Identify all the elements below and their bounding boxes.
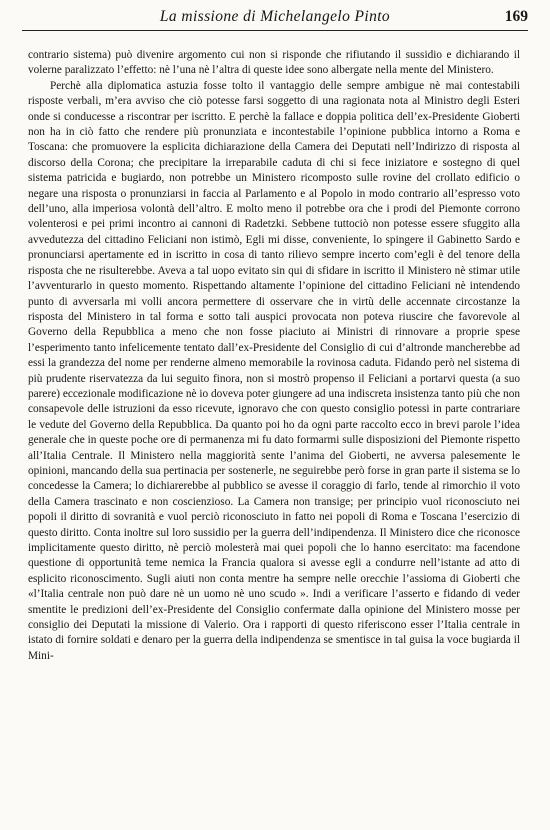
body-text xyxy=(28,48,520,664)
running-head: La missione di Michelangelo Pinto xyxy=(159,8,391,25)
page-number: 169 xyxy=(504,8,528,25)
paragraph: Perchè alla diplomatica astuzia fosse tolto il vantaggio delle sempre ambigue nè mai contestabili risposte verbali, m’era avviso che ciò potesse farsi soggetto di una ragionata nota al Ministro degli Esteri onde si conducesse a riscontrar per iscritto. E perchè la fallace e doppia politica dell’ex-Presidente Gioberti non ha in ciò fatto che rendere più pronunziata e incontestabile l’opinione pubblica intorno a Roma e Toscana: che promuovere la esplicita dichiarazione della Camera dei Deputati nell’Indirizzo di risposta al discorso della Corona; che precipitare la irreparabile caduta di chi si fece iniziatore e sostegno di quel sistema patricida e bugiardo, non potrebbe un Ministero ricomposto sulle rovine del crollato edificio o negare una risposta o pronunziarsi in faccia al Parlamento e al Popolo in modo contrario all’espresso voto dell’uno, alla imperiosa volontà dell’altro. E molto meno il potrebbe ora che i prodi del Piemonte corrono volenterosi e pei primi incontro ai cannoni di Radetzki. Sebbene tuttociò non potesse essere sfuggito alla avvedutezza del cittadino Feliciani non istimò, Egli mi disse, conveniente, lo spingere il Gabinetto Sardo e pronunciarsi apertamente ed in iscritto in cosa di tanto rilievo sempre incerto com’egli è del tenore della risposta che ne risulterebbe. Aveva a tal uopo evitato sin qui di sfidare in iscritto il Ministero nè stimar utile l’avventurarlo in questo momento. Rispettando altamente l’opinione del cittadino Feliciani nè intendendo punto di avversarla mi volli ancora permettere di osservare che in virtù delle accennate circostanze la risposta del Ministero in tal forma e sotto tali auspici provocata non poteva riuscire che favorevole al Governo della Repubblica a meno che non fosse piaciuto ai Ministri di rinnovare a proprie spese l’esperimento tanto infelicemente tentato dall’ex-Presidente del Consiglio di cui d’altronde mancherebbe ad essi la grandezza del nome per renderne almeno memorabile la rovinosa caduta. Fidando però nel sistema di più prudente riservatezza da lui seguito finora, non si mostrò propenso il Feliciani a portarvi questa (a suo parere) eccezionale modificazione nè io doveva poter giungere ad una indiscreta insistenza tanto più che non consapevole delle istruzioni da esso ricevute, ignoravo che con questo consiglio potessi in parte contrariare le vedute del Governo della Repubblica. Da quanto poi ho da ogni parte raccolto ecco in brevi parole l’idea generale che in queste poche ore di permanenza mi fu dato formarmi sulle disposizioni del Piemonte rispetto all’Italia Centrale. Il Ministero nella maggiorità sente l’anima del Gioberti, ne avversa palesemente le opinioni, mancando della sua pertinacia per sostenerle, ne seguirebbe però forse in gran parte il sistema se lo concedesse la Camera; lo dichiarerebbe al pubblico se avesse il coraggio di farlo, tende al rimorchio il voto della Camera trascinato e non coscienzioso. La Camera non transige; per principio vuol riconosciuto nei popoli il diritto di sovranità e vuol perciò riconosciuto in fatto nei popoli di Roma e Toscana l’esercizio di questo diritto. Conta inoltre sul loro sussidio per la guerra dell’indipendenza. Il Ministero dice che riconosce implicitamente questo diritto, nè perciò molesterà mai quei popoli che lo hanno esercitato: ma facendone questione di opportunità teme nemica la Francia qualora si avesse egli a condurre nell’istante ad atto di esplicito riconoscimento. Sugli aiuti non conta mentre ha sempre nelle orecchie l’assioma di Gioberti che «l’Italia centrale non può dare nè un uomo nè uno scudo ». Indi a verificare l’asserto e fidando di veder smentite le predizioni dell’ex-Presidente del Consiglio confermate dalla opinione del Ministero mosse per consiglio dei Deputati la missione di Valerio. Ora i rapporti di questo riferiscono esser l’Italia centrale in istato di fornire soldati e denaro per la guerra della indipendenza se smentisce in tal guisa la voce bugiarda il Mini- xyxy=(28,79,520,662)
page-header xyxy=(22,8,528,31)
paragraph-continued: contrario sistema) può divenire argomento cui non si risponde che rifiutando il sussidio e dichiarando il volerne paralizzato l’effetto: nè l’una nè l’altra di queste idee sono albergate nella mente del Ministero. xyxy=(28,49,520,77)
